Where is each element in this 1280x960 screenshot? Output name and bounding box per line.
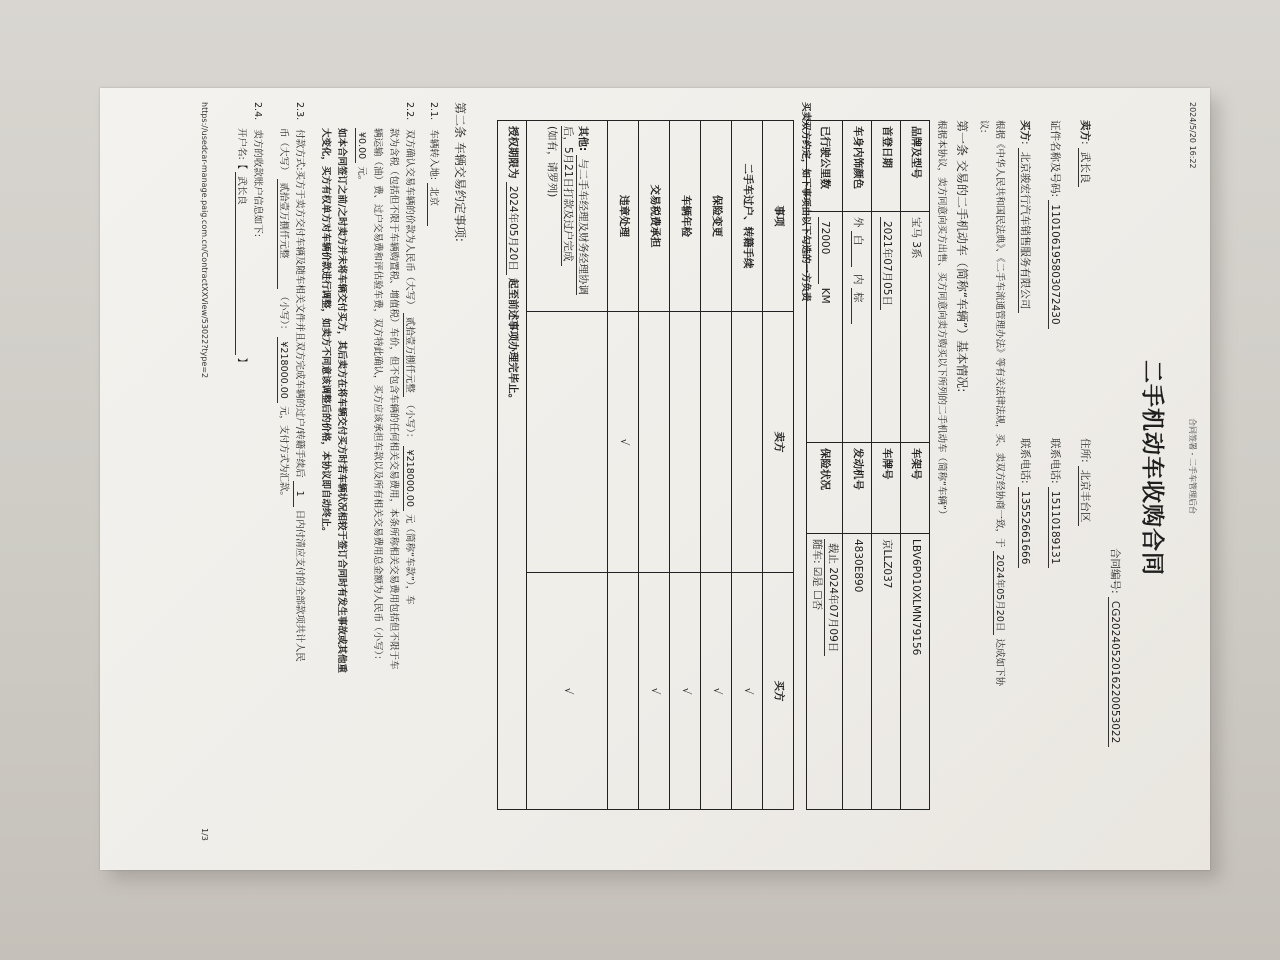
seller-phone-label: 联系电话:	[1049, 438, 1061, 484]
clause-2-3-line1	[292, 102, 306, 662]
table-row	[498, 121, 527, 810]
resp-item: 交易税费承担	[639, 121, 670, 312]
clause-text: 元。	[356, 166, 367, 186]
deadline-end: 起至前述事项办理完毕止。	[506, 278, 519, 405]
clause-text: 车辆转入地:	[428, 129, 439, 180]
insurance-follow: 随车: ☑是 ☐否	[810, 539, 823, 611]
plate-value: 京LLZ037	[872, 534, 901, 810]
regdate-label: 首登日期	[872, 121, 901, 212]
clause-text: 日内付清应支付的全部款项共计人民	[294, 509, 305, 662]
vehicle-table	[806, 120, 930, 810]
footer-url: https://usedcar-manage.paig.com.cn/ContractXXView/53022?type=2	[200, 102, 209, 379]
clause-2-3-line2	[276, 128, 290, 501]
resp-buyer-check	[608, 573, 639, 810]
payment-days: 1	[293, 481, 305, 507]
seller-phone-value: 15110189131	[1048, 487, 1061, 569]
buyer-phone-label: 联系电话:	[1019, 438, 1031, 484]
footer-page-number: 1/3	[200, 828, 209, 841]
col-buyer-header: 买方	[763, 573, 794, 810]
seller-name: 武长良	[1078, 148, 1091, 188]
plate-label: 车牌号	[872, 443, 901, 534]
intro-line	[992, 120, 1006, 686]
resp-seller-check	[701, 312, 732, 573]
article-1-desc: 根据本协议，卖方同意向买方出售、买方同意向卖方购买以下所列的二手机动车（简称“车辆”）	[936, 120, 947, 520]
other-text: 与二手车经理及财务经理协调后，5月21日打款及过户完成	[561, 126, 589, 296]
article-1-title: 第一条 交易的二手机动车（简称“车辆”）基本情况:	[955, 120, 969, 393]
clause-2-2-bold-1: 如本合同签订之前/之时卖方并未将车辆交付买方，其后卖方在将车辆交付买方时若车辆状况相较于签订合同时有发生事故或其他重	[336, 128, 347, 673]
clause-number: 2.1.	[428, 102, 439, 121]
buyer-name: 北京骏宏行汽车销售服务有限公司	[1018, 148, 1031, 314]
table-row	[670, 121, 701, 810]
payment-in-figures: ¥218000.00	[277, 337, 289, 402]
resp-seller-check: √	[608, 312, 639, 573]
insurance-label: 保险状况	[806, 443, 842, 534]
clause-number: 2.2.	[404, 102, 415, 121]
other-seller-check	[527, 312, 608, 573]
contract-number-label: 合同编号:	[1109, 548, 1121, 594]
deadline-date: 2024年05月20日	[506, 182, 519, 275]
clause-2-1	[426, 102, 440, 226]
responsibility-title: 买卖双方约定，如下事项由以下勾选的一方负责	[800, 102, 811, 302]
price-in-figures: ¥218000.00	[403, 446, 415, 511]
resp-item: 车辆年检	[670, 121, 701, 312]
account-name-close: 】	[236, 357, 247, 368]
print-datetime: 2024/5/20 16:22	[1188, 102, 1197, 169]
clause-2-4	[250, 102, 264, 237]
resp-item: 违章处理	[608, 121, 639, 312]
engine-label: 发动机号	[843, 443, 872, 534]
color-label: 车身内饰颜色	[843, 121, 872, 212]
seller-id-value: 110106195803072430	[1048, 200, 1061, 328]
seller-line: 卖方: 武长良	[1077, 120, 1092, 187]
mileage-value: 72000	[818, 217, 831, 284]
resp-buyer-check: √	[670, 573, 701, 810]
clause-text: 币（大写）	[278, 128, 289, 176]
regdate-value: 2021年07月05日	[880, 217, 893, 310]
account-name-label: 开户名:【	[236, 128, 247, 170]
color-cell	[843, 212, 872, 443]
seller-phone	[1047, 438, 1062, 568]
col-item-header: 事项	[763, 121, 794, 312]
clause-2-2-line3: 辆运输（油）费、过户交易费和评估验车费，双方特此确认，买方应该承担车款以及所有相关交易费用总金额为人民币（小写）：	[372, 128, 383, 665]
deadline-label: 授权期限为	[506, 126, 519, 179]
vin-value: LBV6P010XLMN79156	[901, 534, 930, 810]
clause-text: 双方确认交易车辆的价款为人民币（大写）	[404, 129, 415, 310]
table-row	[608, 121, 639, 810]
seller-label: 卖方	[1079, 120, 1091, 141]
clause-text: 元（简称“车款”），车	[404, 514, 415, 605]
color-out-value: 白	[851, 231, 864, 268]
col-seller-header: 卖方	[763, 312, 794, 573]
seller-address-label: 住所:	[1079, 438, 1091, 463]
resp-seller-check	[670, 312, 701, 573]
regdate-cell	[872, 212, 901, 443]
table-row	[732, 121, 763, 810]
brand-label: 品牌及型号	[901, 121, 930, 212]
buyer-label: 买方	[1019, 120, 1031, 141]
other-label: 其他:	[576, 126, 589, 152]
clause-text: 付款方式:买方于卖方交付车辆及随车相关文件并且双方完成车辆的过户/转籍手续后	[294, 129, 305, 478]
table-row	[527, 121, 608, 810]
brand-value: 宝马 3系	[901, 212, 930, 443]
price-in-words: 贰拾壹万捌仟元整	[403, 313, 415, 397]
clause-2-2-line4	[354, 128, 368, 185]
buyer-phone	[1017, 438, 1032, 568]
table-row	[901, 121, 930, 810]
resp-buyer-check: √	[639, 573, 670, 810]
table-row	[872, 121, 901, 810]
seller-address	[1077, 438, 1092, 526]
buyer-line: 买方: 北京骏宏行汽车销售服务有限公司	[1017, 120, 1032, 313]
resp-buyer-check: √	[701, 573, 732, 810]
print-system-title: 合同签署 - 二手车管理后台	[1188, 418, 1197, 514]
resp-seller-check	[639, 312, 670, 573]
clause-2-2-line2: 款为含税（包括但不限于车辆购置税、增值税）车价，但不包含车辆的任何相关交易费用，本条所称相关交易费用包括但不限于车	[388, 128, 399, 670]
clause-number: 2.4.	[252, 102, 263, 121]
clause-text: 卖方的收款账户信息如下:	[252, 129, 263, 237]
article-2-title: 第二条 车辆交易约定事项:	[453, 102, 467, 242]
resp-item: 二手车过户、转籍手续	[732, 121, 763, 312]
fee-total-value: ¥0.00	[355, 128, 367, 163]
insurance-cell	[806, 534, 842, 810]
vin-label: 车架号	[901, 443, 930, 534]
other-note: (如有，请罗列)	[546, 126, 559, 198]
clause-text: （小写）：	[278, 291, 289, 335]
clause-2-2-bold-2: 大变化，买方有权单方对车辆价款进行调整，如卖方不同意该调整后的价格，本协议即自动终止。	[320, 128, 331, 537]
deadline-cell	[498, 121, 527, 810]
intro-text: 根据《中华人民共和国民法典》、《二手车流通管理办法》等有关法律法规，买、卖双方经协商一致，于	[994, 120, 1005, 548]
intro-line-2: 议:	[978, 120, 989, 133]
mileage-unit: KM	[818, 287, 831, 304]
destination-value: 北京	[427, 183, 439, 226]
seller-id-label: 证件名称及号码:	[1049, 120, 1061, 198]
contract-page	[100, 88, 1210, 870]
table-row	[701, 121, 732, 810]
mileage-label: 已行驶公里数	[806, 121, 842, 212]
seller-id-line	[1047, 120, 1062, 329]
table-row	[843, 121, 872, 810]
color-out-label: 外	[851, 217, 864, 228]
clause-text: （小写）：	[404, 399, 415, 443]
responsibility-table	[497, 120, 794, 810]
clause-2-2-line1	[402, 102, 416, 605]
color-in-value: 棕	[851, 288, 864, 325]
account-name-line	[234, 128, 248, 367]
color-in-label: 内	[851, 274, 864, 285]
clause-text: 元，支付方式为汇款。	[278, 405, 289, 501]
account-name-value: 武长良	[235, 172, 247, 355]
other-buyer-check: √	[527, 573, 608, 810]
buyer-phone-value: 13552661666	[1018, 487, 1031, 569]
intro-end: 达成如下协	[994, 638, 1005, 686]
other-cell	[527, 121, 608, 312]
payment-in-words: 贰拾壹万捌仟元整	[277, 179, 289, 289]
resp-seller-check	[732, 312, 763, 573]
seller-address-value: 北京丰台区	[1078, 466, 1091, 527]
intro-date: 2024年05月20日	[993, 551, 1005, 636]
resp-item: 保险变更	[701, 121, 732, 312]
resp-buyer-check: √	[732, 573, 763, 810]
contract-number	[1107, 548, 1122, 747]
document-title: 二手机动车收购合同	[1139, 360, 1165, 576]
insurance-due: 载止 2024年07月09日	[824, 539, 840, 656]
contract-number-value: CG20240520162200530​22	[1108, 597, 1121, 747]
table-row	[763, 121, 794, 810]
clause-number: 2.3.	[294, 102, 305, 121]
engine-value: 4830E890	[843, 534, 872, 810]
table-row	[639, 121, 670, 810]
